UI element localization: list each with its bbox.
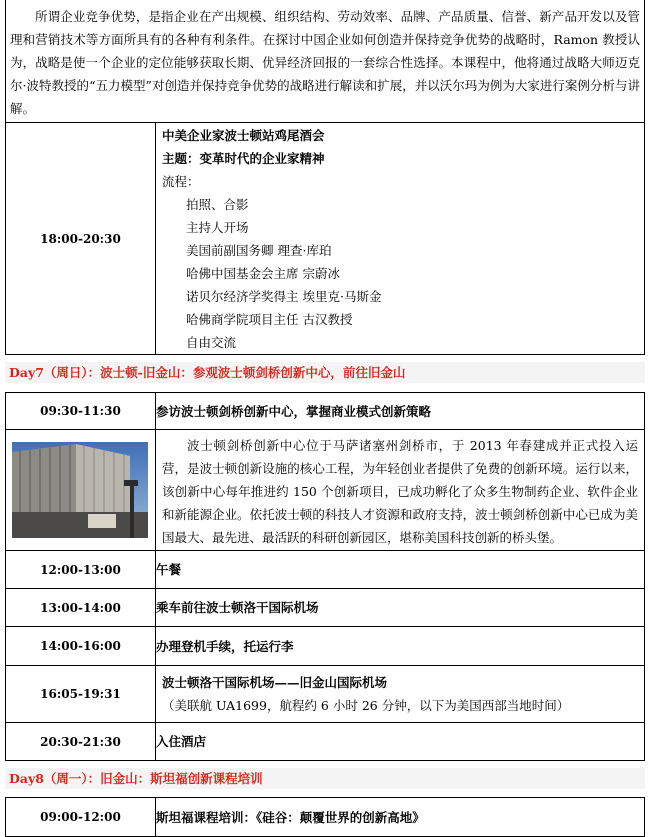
schedule-table-day6 xyxy=(5,0,645,355)
flow-item: 美国前副国务卿 理查·库珀 xyxy=(186,242,332,258)
day8-heading: Day8（周一）：旧金山：斯坦福创新课程培训 xyxy=(5,768,645,789)
flow-item: 哈佛中国基金会主席 宗蔚冰 xyxy=(186,265,340,281)
flight-title: 波士顿洛干国际机场——旧金山国际机场 xyxy=(162,675,388,690)
flow-item: 主持人开场 xyxy=(186,219,249,235)
description-cell xyxy=(156,430,645,551)
lunch-time: 12:00-13:00 xyxy=(6,551,156,589)
hotel-label: 入住酒店 xyxy=(156,723,645,761)
evening-title: 中美企业家波士顿站鸡尾酒会 xyxy=(162,127,325,143)
flow-item: 哈佛商学院项目主任 古汉教授 xyxy=(186,311,353,327)
innovation-center-description: 波士顿剑桥创新中心位于马萨诸塞州剑桥市，于 2013 年春建成并正式投入运营，是波士顿创新设施的核心工程，为年轻创业者提供了免费的创新环境。运行以来，该创新中心每年推进约 150 个创新项目，已成功孵化了众多生物制药企业、软件企业和新能源企业。依托波士顿的科技人才资源和政府支持，波士顿剑桥创新中心已成为美国最大、最先进、最活跃的科研创新园区，堪称美国科技创新的桥头堡。 xyxy=(162,438,638,545)
course-title: 斯坦福课程培训：《硅谷：颠覆世界的创新高地》 xyxy=(156,798,645,837)
course-intro-text: 所谓企业竞争优势，是指企业在产出规模、组织结构、劳动效率、品牌、产品质量、信誉、新产品开发以及管理和营销技术等方面所具有的各种有利条件。在探讨中国企业如何创造并保持竞争优势的战略时，Ramon 教授认为，战略是使一个企业的定位能够获取长期、优异经济回报的一套综合性选择。本课程中，他将通过战略大师迈克尔·波特教授的“五力模型”对创造并保持竞争优势的战略进行解读和扩展，并以沃尔玛为例为大家进行案例分析与讲解。 xyxy=(10,8,640,116)
flow-item: 诺贝尔经济学奖得主 埃里克·马斯金 xyxy=(186,288,382,304)
course-time: 09:00-12:00 xyxy=(6,798,156,837)
flow-item: 自由交流 xyxy=(186,334,237,350)
bus-time: 13:00-14:00 xyxy=(6,589,156,627)
schedule-table-day8 xyxy=(5,797,645,837)
flow-item: 拍照、合影 xyxy=(186,196,249,212)
checkin-time: 14:00-16:00 xyxy=(6,627,156,666)
day7-heading: Day7（周日）：波士顿-旧金山：参观波士顿剑桥创新中心，前往旧金山 xyxy=(5,362,645,383)
visit-title: 参访波士顿剑桥创新中心，掌握商业模式创新策略 xyxy=(156,393,645,430)
course-intro-cell xyxy=(6,0,645,123)
lunch-label: 午餐 xyxy=(156,551,645,589)
photo-cell xyxy=(6,430,156,551)
evening-event-cell xyxy=(156,123,645,355)
checkin-label: 办理登机手续，托运行李 xyxy=(156,627,645,666)
evening-theme: 主题：变革时代的企业家精神 xyxy=(162,150,325,166)
bus-label: 乘车前往波士顿洛干国际机场 xyxy=(156,589,645,627)
hotel-time: 20:30-21:30 xyxy=(6,723,156,761)
schedule-table-day7 xyxy=(5,392,645,761)
flight-time: 16:05-19:31 xyxy=(6,666,156,723)
cambridge-innovation-center-photo xyxy=(12,442,148,538)
evening-time: 18:00-20:30 xyxy=(6,123,156,355)
flight-cell xyxy=(156,666,645,723)
flight-note: （美联航 UA1699，航程约 6 小时 26 分钟，以下为美国西部当地时间） xyxy=(162,698,570,713)
visit-time: 09:30-11:30 xyxy=(6,393,156,430)
flow-label: 流程： xyxy=(162,173,200,189)
